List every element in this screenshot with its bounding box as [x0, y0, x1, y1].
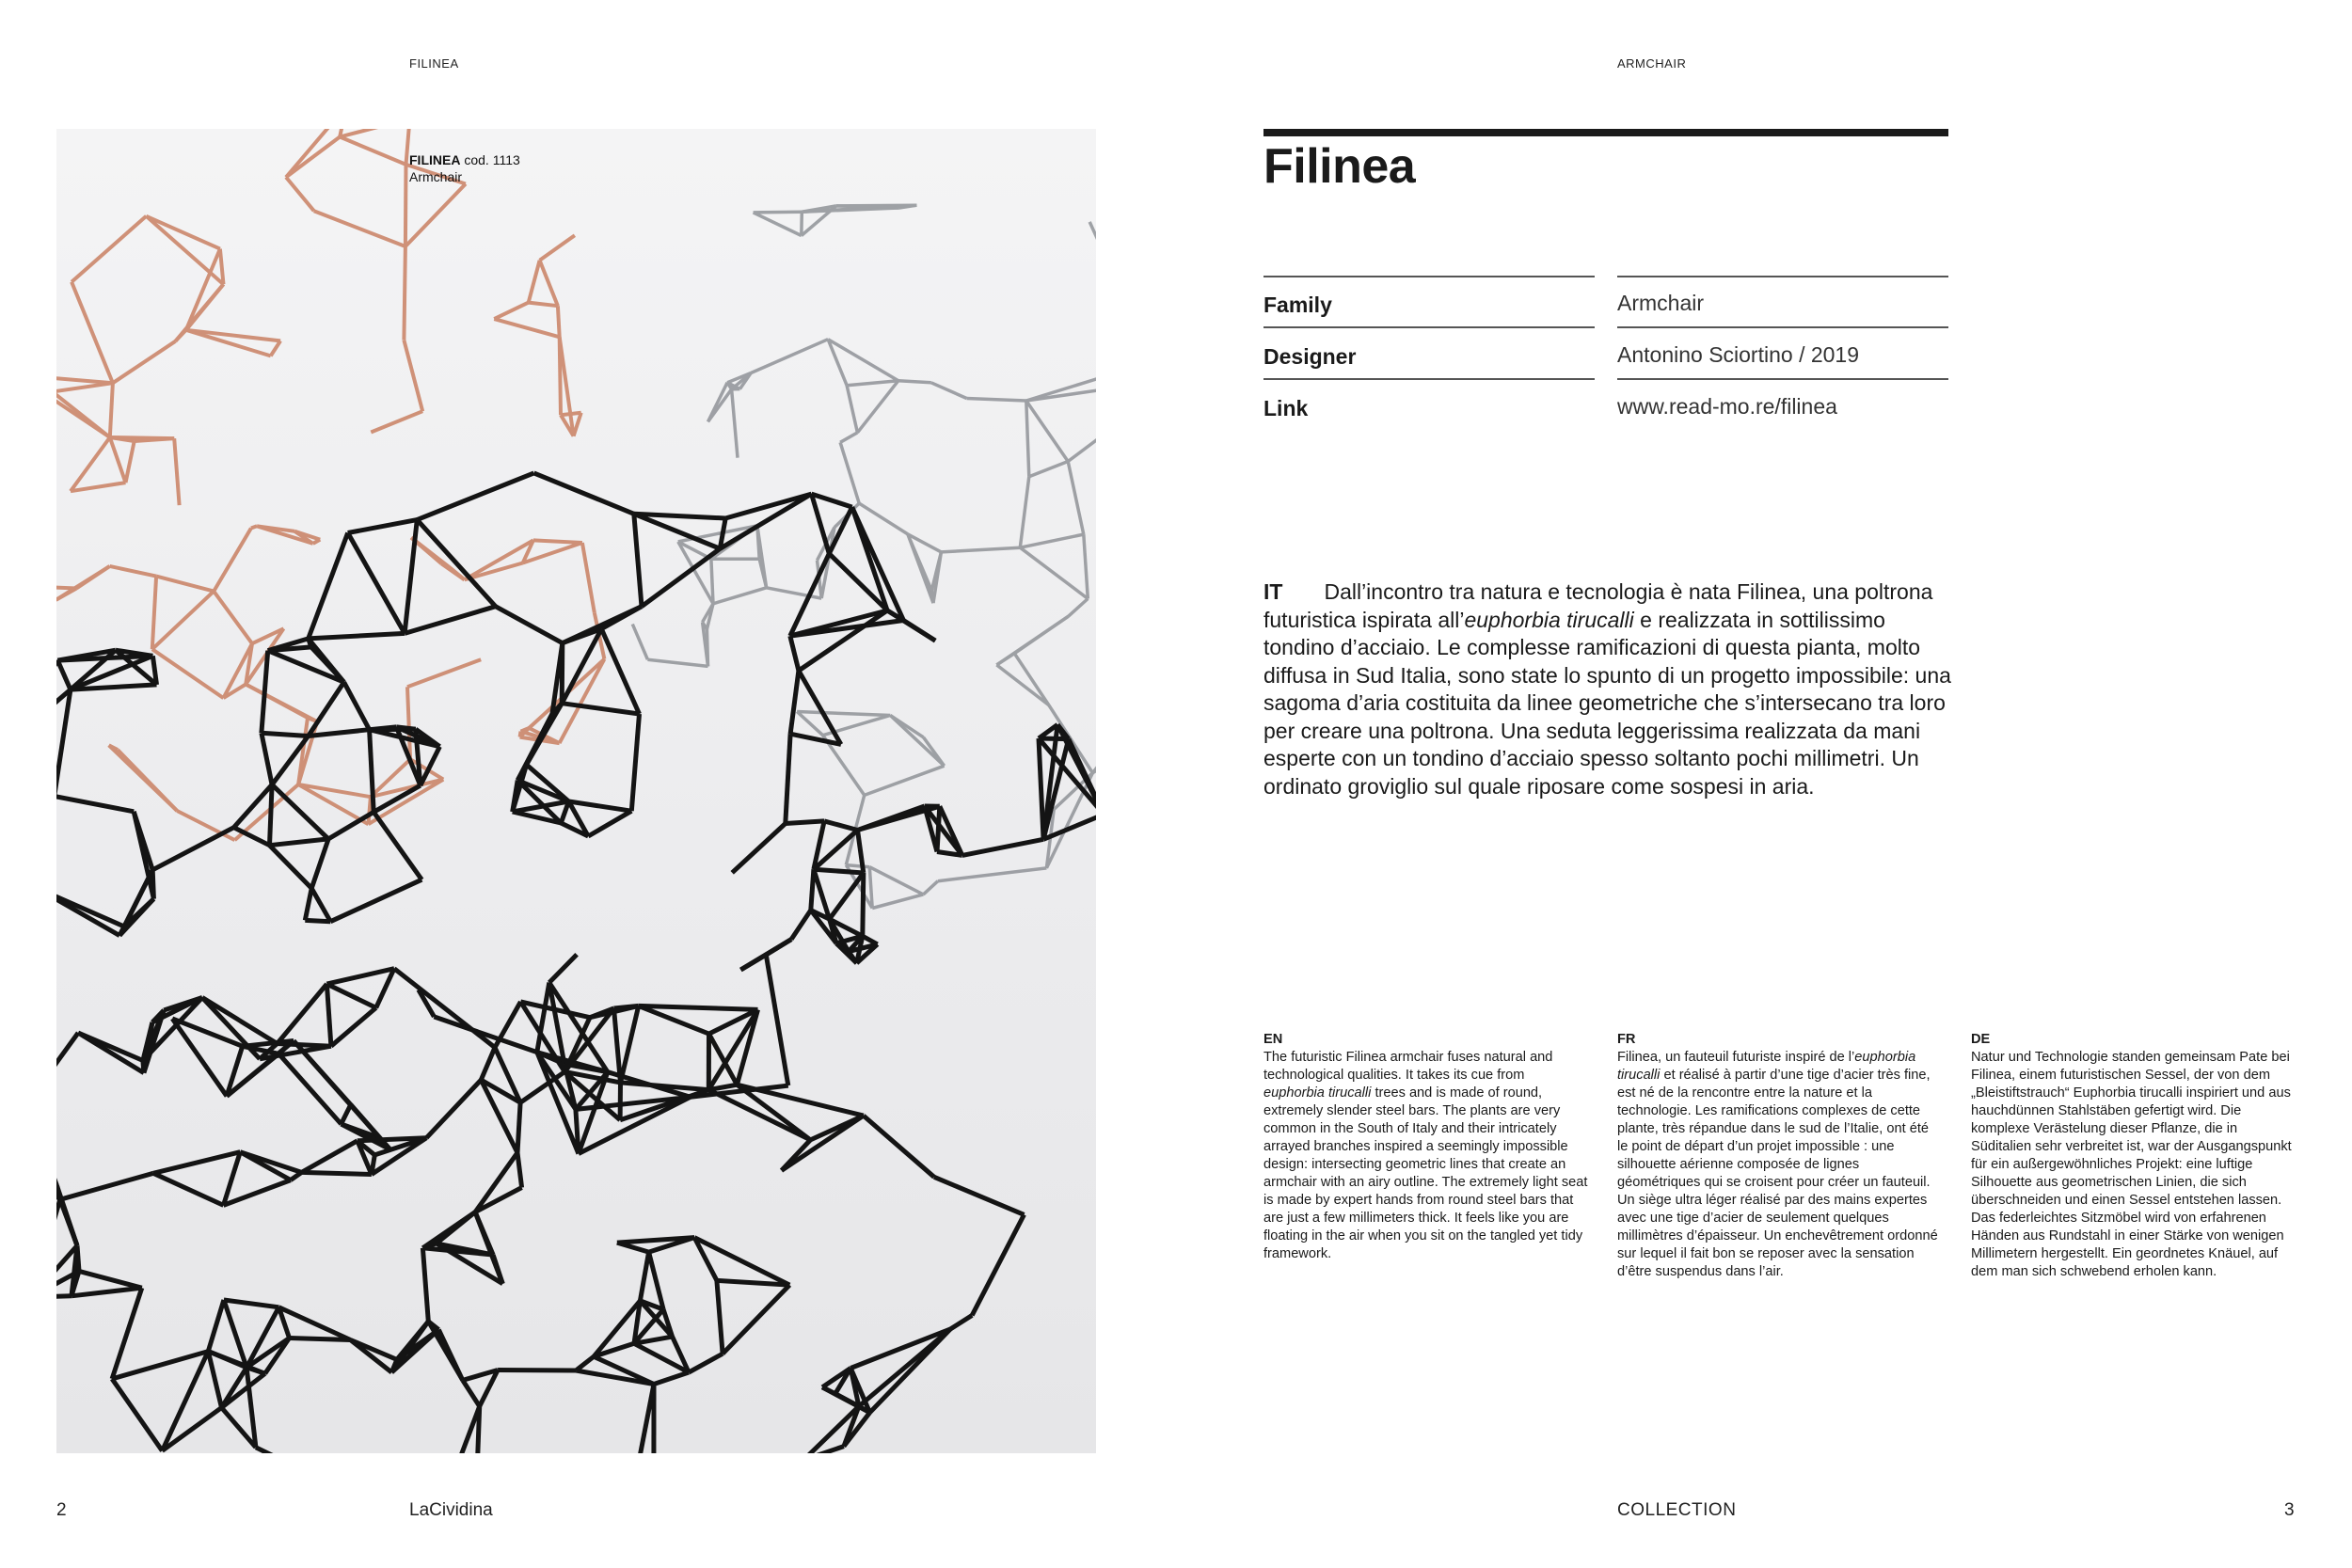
wire-segment	[407, 687, 410, 759]
description-italian	[1263, 578, 1960, 800]
wire-segment	[340, 129, 409, 137]
wire-segment	[110, 566, 157, 577]
wire-segment	[56, 383, 113, 393]
wire-segment	[540, 261, 558, 307]
wire-segment	[1068, 462, 1084, 535]
wire-segment	[858, 806, 925, 831]
wire-segment	[576, 1356, 594, 1370]
description-english-part1: The futuristic Filinea armchair fuses natural and technological qualities. It takes its cue from	[1263, 1050, 1553, 1083]
wire-segment	[560, 337, 561, 415]
wire-segment	[56, 1296, 72, 1297]
wire-segment	[754, 213, 802, 236]
wire-segment	[331, 1007, 376, 1046]
wire-segment	[520, 732, 521, 737]
wire-segment	[224, 1152, 241, 1206]
wire-segment	[146, 216, 223, 284]
caption-product-name: FILINEA	[409, 152, 461, 167]
wire-segment	[57, 660, 71, 689]
wire-segment	[601, 629, 639, 714]
wire-segment	[481, 1048, 495, 1081]
wire-segment	[224, 1180, 291, 1206]
wire-segment	[417, 473, 533, 520]
wire-segment	[569, 801, 632, 811]
wire-segment	[766, 940, 791, 955]
wire-segment	[561, 413, 581, 415]
wire-segment	[972, 1214, 1024, 1315]
description-italian-emphasis: euphorbia tirucalli	[1464, 607, 1634, 632]
wire-segment	[234, 784, 273, 828]
description-italian-part1: Dall’incontro tra natura e tecnologia è nata Filinea, una poltrona futuristica ispirata all’	[1263, 579, 1933, 632]
wire-segment	[112, 1352, 208, 1379]
wire-segment	[113, 341, 175, 383]
wire-segment	[463, 1380, 480, 1406]
wire-segment	[689, 1354, 723, 1372]
wire-segment	[177, 811, 234, 840]
wire-segment	[560, 659, 605, 743]
wire-segment	[405, 520, 417, 634]
wire-segment	[278, 984, 327, 1043]
wire-segment	[828, 340, 898, 381]
wire-segment	[790, 636, 799, 671]
wire-segment	[72, 1288, 142, 1296]
spec-divider	[1263, 378, 1595, 380]
running-head-right: ARMCHAIR	[1617, 56, 1687, 71]
wire-segment	[1084, 534, 1089, 598]
wire-segment	[498, 1370, 576, 1371]
wire-segment	[271, 341, 280, 356]
black-wireframe	[56, 473, 1096, 1453]
wire-segment	[477, 1406, 480, 1453]
wire-segment	[654, 1372, 689, 1385]
wire-segment	[732, 389, 738, 458]
wire-segment	[754, 212, 803, 213]
wire-segment	[614, 1008, 621, 1083]
wire-segment	[326, 969, 394, 984]
wire-segment	[71, 437, 110, 491]
wire-segment	[77, 1245, 79, 1271]
wire-segment	[214, 529, 251, 592]
wire-segment	[1026, 401, 1068, 462]
wire-segment	[369, 797, 371, 824]
wire-segment	[309, 730, 370, 736]
wire-segment	[110, 383, 113, 437]
wire-segment	[305, 888, 311, 920]
wire-segment	[709, 1034, 738, 1085]
wire-segment	[887, 610, 935, 641]
wire-segment	[373, 812, 421, 879]
wire-segment	[370, 727, 397, 730]
wire-segment	[278, 1053, 341, 1124]
wire-segment	[109, 745, 178, 811]
wire-segment	[802, 212, 803, 235]
wire-segment	[850, 1329, 950, 1368]
wire-segment	[1029, 462, 1068, 477]
wire-segment	[812, 494, 852, 507]
wire-segment	[934, 1177, 1025, 1214]
wire-segment	[908, 534, 931, 591]
wire-segment	[110, 437, 174, 438]
wire-segment	[494, 319, 559, 337]
wire-segment	[422, 1248, 428, 1322]
wire-segment	[344, 682, 370, 730]
wire-segment	[302, 1141, 358, 1173]
wire-segment	[405, 165, 406, 246]
wire-segment	[869, 867, 923, 895]
wire-segment	[78, 1033, 143, 1061]
wire-segment	[348, 533, 405, 634]
wire-segment	[1020, 534, 1084, 547]
wire-segment	[582, 543, 595, 612]
description-french-part1: Filinea, un fauteuil futuriste inspiré de l’	[1617, 1050, 1855, 1065]
wire-segment	[208, 1300, 224, 1352]
wire-segment	[713, 588, 767, 604]
wire-segment	[962, 839, 1043, 855]
wire-segment	[938, 868, 1047, 881]
wire-segment	[348, 520, 418, 533]
wire-segment	[496, 607, 563, 643]
wire-segment	[830, 873, 864, 919]
wire-segment	[711, 559, 713, 604]
wire-segment	[302, 1172, 372, 1174]
wire-segment	[326, 984, 375, 1007]
wire-segment	[634, 514, 642, 606]
wire-segment	[1039, 738, 1043, 839]
wire-segment	[1092, 706, 1096, 773]
wire-segment	[405, 184, 466, 247]
wire-segment	[533, 540, 582, 543]
wire-segment	[931, 383, 967, 399]
spec-divider	[1263, 276, 1595, 277]
wire-segment	[732, 824, 786, 873]
wire-segment	[152, 592, 214, 650]
wire-segment	[305, 920, 330, 921]
spec-divider	[1617, 326, 1948, 328]
wire-segment	[529, 303, 558, 307]
wire-segment	[588, 811, 631, 836]
wire-segment	[79, 1271, 142, 1288]
language-tag-en: EN	[1263, 1032, 1283, 1047]
wire-segment	[309, 533, 348, 639]
description-german-body: Natur und Technologie standen gemeinsam Pate bei Filinea, einem futuristischen Sessel, der von dem „Bleistiftstrauch“ Euphorbia tirucalli inspiriert und aus hauchdünnen Stahlstäben gefertigt wird. Die komplexe Verästelung dieser Pflanze, die in Süditalien sehr verbreitet ist, war der Ausgangspunkt für ein außergewöhnliches Projekt: eine luftige Silhouette aus geometrischen Linien, die sich überschneiden und einen Sessel entstehen lassen. Das federleichtes Sitzmöbel wird von erfahrenen Händen aus Rundstahl in einer Stärke von wenigen Millimetern hergestellt. Ein geordnetes Knäuel, auf dem man sich schwebend erholen kann.	[1971, 1050, 2292, 1279]
description-french-emphasis: euphorbia tirucalli	[1617, 1050, 1916, 1083]
wire-segment	[112, 1379, 162, 1451]
footer-section: COLLECTION	[1617, 1500, 1737, 1520]
wire-segment	[846, 865, 869, 867]
wire-segment	[174, 438, 179, 505]
page-number-right: 3	[2284, 1500, 2295, 1520]
wire-segment	[417, 520, 495, 607]
wire-segment	[649, 1252, 664, 1309]
wire-segment	[708, 383, 728, 422]
wire-segment	[56, 1033, 78, 1138]
wire-segment	[407, 659, 481, 687]
description-english-part2: trees and is made of round, extremely slender steel bars. The plants are very common in the South of Italy and their intricately arrayed branches inspired a seemingly impossible design: intersecting geometric lines that create an armchair with an airy outline. The extremely light seat is made by expert hands from round steel bars that are just a few millimeters thick. It feels like you are floating in the air when you sit on the tangled yet tidy framework.	[1263, 1085, 1588, 1261]
wire-segment	[175, 330, 185, 341]
wire-segment	[799, 610, 887, 671]
wire-segment	[890, 716, 944, 767]
wire-segment	[314, 211, 405, 246]
wire-segment	[786, 821, 824, 824]
wire-segment	[262, 733, 272, 784]
wire-segment	[791, 911, 811, 940]
wire-segment	[270, 846, 312, 889]
wire-segment	[1069, 599, 1089, 617]
wire-segment	[863, 936, 878, 944]
wire-segment	[872, 895, 923, 909]
wire-segment	[782, 1116, 864, 1170]
wire-segment	[371, 411, 422, 432]
wire-segment	[311, 888, 330, 921]
spec-value-link[interactable]: www.read-mo.re/filinea	[1617, 394, 1837, 419]
wire-segment	[840, 442, 859, 503]
wire-armchair-illustration	[56, 129, 1096, 1453]
wire-segment	[153, 1152, 240, 1174]
wire-segment	[632, 625, 647, 660]
wire-segment	[404, 246, 405, 341]
spec-label-designer: Designer	[1263, 344, 1357, 369]
wire-segment	[272, 784, 328, 839]
spec-divider	[1617, 378, 1948, 380]
wire-segment	[725, 494, 811, 518]
wire-segment	[494, 303, 528, 320]
wire-segment	[967, 399, 1026, 402]
wire-segment	[621, 1006, 639, 1083]
wire-segment	[1020, 477, 1029, 547]
description-german	[1971, 1031, 2296, 1281]
wire-segment	[563, 607, 642, 643]
wire-segment	[629, 1385, 654, 1454]
wire-segment	[56, 689, 71, 796]
description-english-emphasis: euphorbia tirucalli	[1263, 1085, 1372, 1101]
wire-segment	[865, 766, 945, 795]
wire-segment	[996, 616, 1068, 665]
wire-segment	[340, 137, 405, 165]
wire-segment	[222, 1368, 247, 1408]
wire-segment	[220, 249, 224, 285]
wire-segment	[465, 563, 523, 580]
wire-segment	[941, 547, 1020, 552]
wire-segment	[720, 494, 811, 548]
wire-segment	[246, 685, 308, 719]
footer-brand: LaCividina	[409, 1500, 493, 1520]
wire-segment	[60, 1173, 153, 1199]
wire-segment	[631, 714, 639, 811]
wire-segment	[1092, 700, 1096, 773]
wire-segment	[863, 873, 864, 936]
wire-segment	[311, 839, 328, 889]
wire-segment	[405, 607, 496, 634]
wire-segment	[72, 282, 113, 384]
wire-segment	[859, 1329, 950, 1406]
wire-segment	[270, 839, 329, 846]
wire-segment	[797, 712, 823, 736]
wire-segment	[766, 955, 788, 1085]
wire-segment	[394, 969, 495, 1048]
wire-segment	[270, 784, 273, 846]
spec-label-family: Family	[1263, 293, 1332, 317]
description-french	[1617, 1031, 1942, 1281]
wire-segment	[996, 665, 1048, 705]
title-rule	[1263, 129, 1948, 136]
wire-segment	[326, 984, 331, 1046]
wire-segment	[186, 249, 220, 330]
caption-product-code: cod. 1113	[464, 152, 520, 167]
wire-segment	[110, 437, 126, 483]
wire-segment	[428, 1322, 463, 1381]
wire-segment	[859, 503, 908, 534]
wire-segment	[72, 216, 146, 282]
wire-segment	[152, 649, 224, 698]
wire-segment	[639, 1006, 758, 1009]
wire-segment	[56, 376, 113, 383]
wire-segment	[950, 1315, 972, 1329]
wire-segment	[112, 1288, 142, 1379]
wire-segment	[562, 643, 563, 704]
wire-segment	[330, 879, 421, 922]
wire-segment	[847, 386, 857, 433]
wire-segment	[923, 881, 938, 895]
wire-segment	[1014, 654, 1049, 705]
wire-segment	[60, 1199, 77, 1245]
wire-segment	[723, 1285, 789, 1354]
wire-segment	[517, 1153, 522, 1188]
page-number-left: 2	[56, 1500, 67, 1520]
wire-segment	[517, 1102, 520, 1152]
wire-segment	[256, 1448, 338, 1453]
wire-segment	[847, 381, 898, 386]
wire-segment	[529, 261, 540, 303]
product-title: Filinea	[1263, 139, 1416, 194]
wire-segment	[1020, 547, 1088, 598]
wire-segment	[152, 828, 233, 870]
language-tag-fr: FR	[1617, 1032, 1636, 1047]
wire-segment	[840, 433, 857, 442]
language-tag-it: IT	[1263, 579, 1283, 604]
wire-segment	[309, 633, 405, 639]
wire-segment	[540, 235, 575, 261]
wire-segment	[214, 592, 252, 644]
wire-segment	[56, 797, 134, 812]
caption-product-family: Armchair	[409, 169, 463, 184]
wire-segment	[857, 381, 898, 433]
wire-segment	[786, 734, 790, 823]
wire-segment	[898, 381, 931, 383]
wire-segment	[422, 1212, 475, 1248]
wire-segment	[153, 1173, 224, 1205]
product-photo	[56, 129, 1096, 1453]
wire-segment	[222, 1373, 265, 1407]
spec-value-designer: Antonino Sciortino / 2019	[1617, 342, 1860, 367]
wire-segment	[404, 341, 422, 412]
description-italian-part2: e realizzata in sottilissimo tondino d’acciaio. Le complesse ramificazioni di questa pianta, molto diffusa in Sud Italia, sono state lo spunto di un progetto impossibile: una sagoma d’aria costituita da linee geometriche che s’intersecano tra loro per creare una poltrona. Una seduta leggerissima realizzata da mani esperte con un tondino d’acciaio spesso soltanto pochi millimetri. Un ordinato groviglio sul quale riposare come sospesi in aria.	[1263, 607, 1951, 799]
wire-segment	[824, 821, 857, 831]
photo-caption	[409, 151, 520, 185]
wire-segment	[426, 1080, 481, 1138]
wire-segment	[534, 473, 634, 514]
wire-segment	[71, 483, 126, 491]
wire-segment	[434, 1017, 536, 1053]
wire-segment	[152, 577, 156, 650]
wire-segment	[146, 216, 220, 249]
blurred-grey-wireframe	[632, 205, 1096, 908]
spec-value-family: Armchair	[1617, 291, 1705, 315]
spec-divider	[1617, 276, 1948, 277]
wire-segment	[814, 869, 864, 873]
wire-segment	[797, 712, 890, 716]
running-head-left: FILINEA	[409, 56, 459, 71]
wire-segment	[251, 526, 257, 528]
wire-segment	[126, 441, 135, 483]
wire-segment	[1039, 738, 1069, 739]
wire-segment	[640, 1252, 648, 1301]
wire-segment	[812, 494, 830, 554]
wire-segment	[717, 1280, 723, 1354]
wire-segment	[342, 1104, 351, 1124]
wire-segment	[262, 733, 309, 736]
wire-segment	[156, 577, 214, 592]
wire-segment	[864, 1116, 934, 1177]
wire-segment	[208, 1352, 221, 1408]
wire-segment	[751, 340, 828, 373]
wire-segment	[558, 306, 560, 337]
wire-segment	[924, 737, 945, 766]
wire-segment	[790, 671, 799, 734]
spec-label-link: Link	[1263, 396, 1309, 420]
wire-segment	[1026, 401, 1029, 477]
description-french-part2: et réalisé à partir d’une tige d’acier très fine, est né de la rencontre entre la nature et la technologie. Les ramifications complexes de cette plante, très répandue dans le sud de l’Italie, ont été le point de départ d’un projet impossible : une silhouette aérienne composée de lignes géométriques qui se croisent pour créer un fauteuil. Un siège ultra léger réalisé par des mains expertes avec une tige d’acier de seulement quelques millimètres d’épaisseur. Un enchevêtrement ordonné sur lequel il fait bon se reposer avec la sensation d’être suspendus dans l’air.	[1617, 1068, 1938, 1279]
spec-divider	[1263, 326, 1595, 328]
wire-segment	[647, 659, 707, 666]
language-tag-de: DE	[1971, 1032, 1991, 1047]
wire-segment	[224, 1300, 279, 1307]
wire-segment	[109, 745, 118, 750]
wire-segment	[549, 955, 577, 983]
wire-segment	[56, 566, 110, 600]
wire-segment	[309, 682, 344, 736]
description-english	[1263, 1031, 1588, 1263]
wire-segment	[562, 704, 639, 714]
wire-segment	[286, 177, 314, 211]
wire-segment	[1089, 222, 1096, 361]
